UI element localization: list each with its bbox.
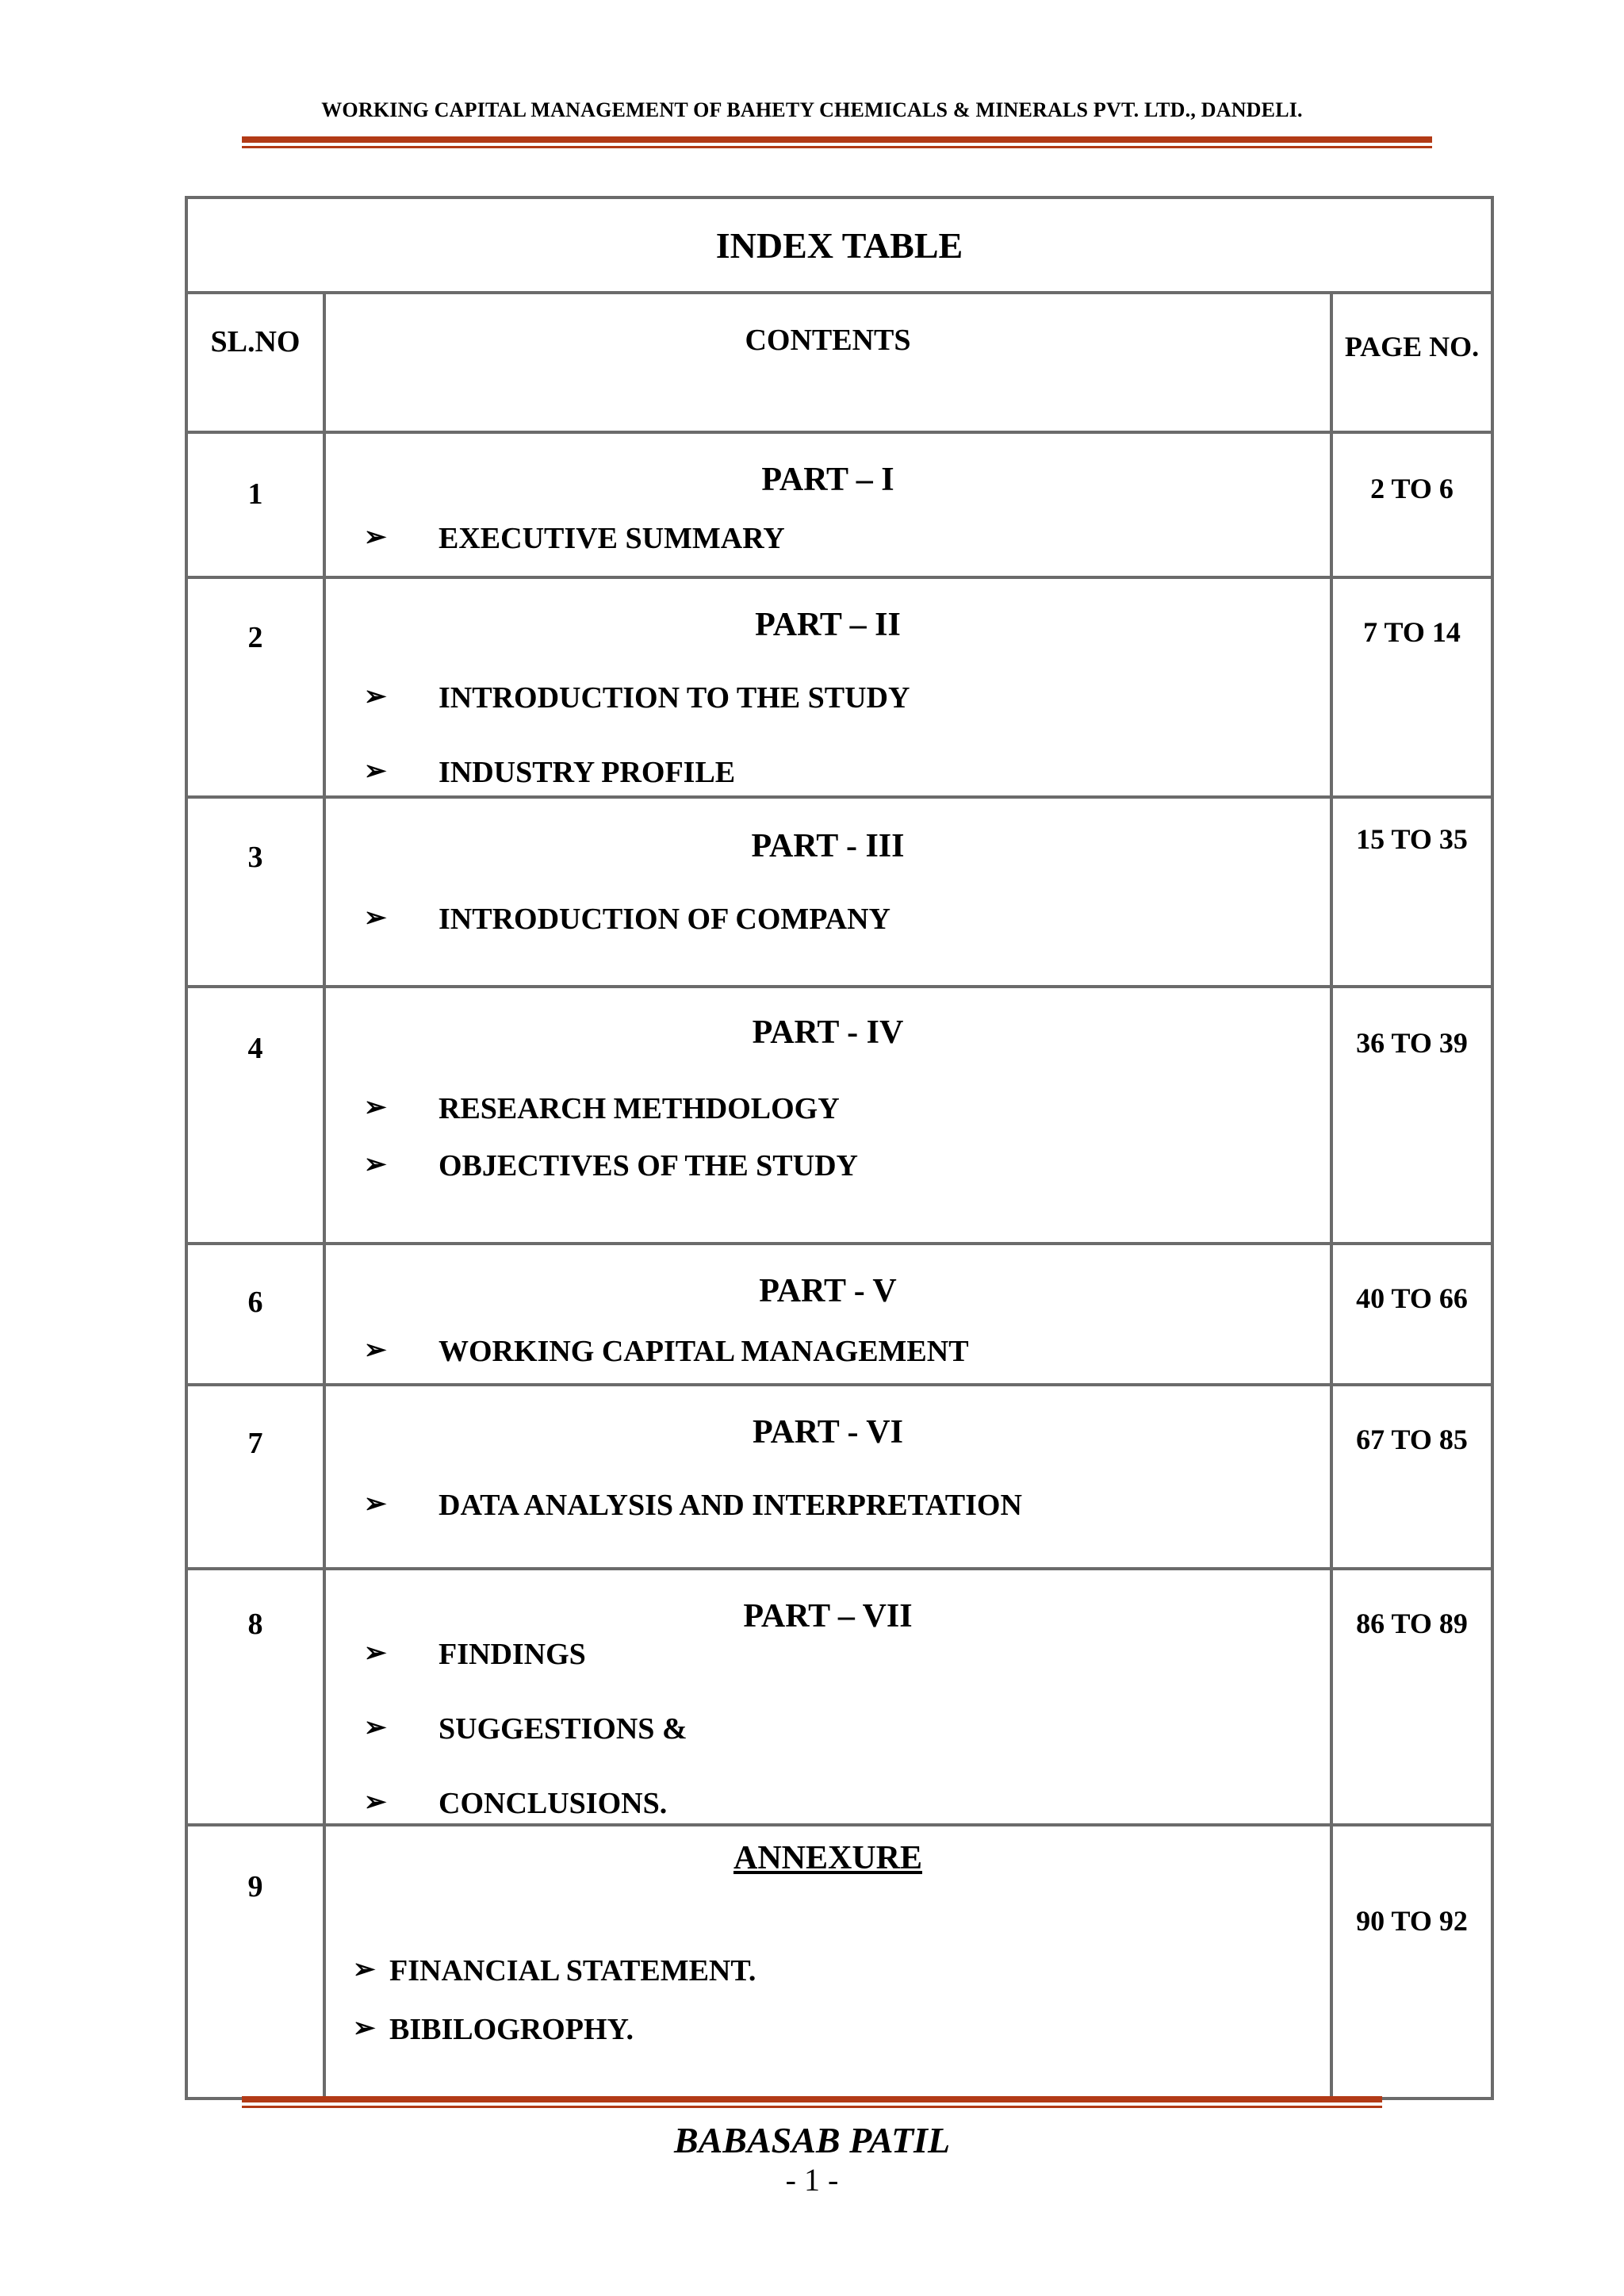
part-heading: PART – II [755,607,901,643]
table-row [186,432,1492,577]
sl-number: 9 [186,1825,324,2099]
table-row [186,987,1492,1244]
arrowhead-bullet-icon: ➢ [353,1955,376,1984]
arrowhead-bullet-icon: ➢ [364,1336,387,1365]
sl-number: 1 [186,432,324,577]
page-range: 90 TO 92 [1331,1825,1492,2099]
sl-number: 4 [186,987,324,1244]
arrowhead-bullet-icon: ➢ [364,1093,387,1122]
list-item: ➢ BIBILOGROPHY. [353,2013,634,2046]
page-range: 2 TO 6 [1331,432,1492,577]
contents-cell [324,987,1331,1244]
header-rule-thin [242,146,1432,148]
page-range: 15 TO 35 [1331,797,1492,987]
contents-cell [324,1569,1331,1825]
page-range: 40 TO 66 [1331,1244,1492,1385]
table-row [186,797,1492,987]
part-heading: PART - VI [753,1414,903,1451]
arrowhead-bullet-icon: ➢ [364,903,387,933]
index-table-title: INDEX TABLE [186,197,1492,293]
annexure-heading: ANNEXURE [733,1840,922,1876]
contents-cell [324,1244,1331,1385]
contents-cell [324,432,1331,577]
arrowhead-bullet-icon: ➢ [353,2014,376,2043]
footer-rule [242,2096,1382,2102]
running-header: WORKING CAPITAL MANAGEMENT OF BAHETY CHEMICALS & MINERALS PVT. LTD., DANDELI. [321,98,1303,121]
list-item: ➢ DATA ANALYSIS AND INTERPRETATION [364,1489,1022,1522]
contents-cell [324,1825,1331,2099]
table-row [186,1244,1492,1385]
table-row [186,1385,1492,1569]
footer-author: BABASAB PATIL [673,2120,951,2160]
page-range: 67 TO 85 [1331,1385,1492,1569]
page-number: - 1 - [785,2162,839,2198]
column-header-page-no: PAGE NO. [1331,293,1492,432]
contents-cell [324,577,1331,797]
part-heading: PART - IV [752,1014,904,1051]
list-item: ➢ WORKING CAPITAL MANAGEMENT [364,1335,969,1368]
footer-rule-thin [242,2106,1382,2108]
contents-cell [324,797,1331,987]
arrowhead-bullet-icon: ➢ [364,1788,387,1817]
sl-number: 2 [186,577,324,797]
list-item: ➢ FINDINGS [364,1638,586,1671]
page-range: 36 TO 39 [1331,987,1492,1244]
sl-number: 7 [186,1385,324,1569]
list-item: ➢ INTRODUCTION OF COMPANY [364,903,891,936]
arrowhead-bullet-icon: ➢ [364,1150,387,1179]
arrowhead-bullet-icon: ➢ [364,757,387,786]
arrowhead-bullet-icon: ➢ [364,1639,387,1668]
list-item: ➢ SUGGESTIONS & [364,1712,688,1746]
contents-cell [324,1385,1331,1569]
table-row [186,1825,1492,2099]
part-heading: PART - III [751,828,905,864]
list-item: ➢ EXECUTIVE SUMMARY [364,522,785,555]
page-range: 86 TO 89 [1331,1569,1492,1825]
part-heading: PART – I [761,462,894,498]
sl-number: 6 [186,1244,324,1385]
arrowhead-bullet-icon: ➢ [364,682,387,711]
list-item: ➢ INTRODUCTION TO THE STUDY [364,681,910,715]
list-item: ➢ CONCLUSIONS. [364,1787,668,1820]
arrowhead-bullet-icon: ➢ [364,1713,387,1742]
table-row [186,1569,1492,1825]
part-heading: PART – VII [743,1598,913,1635]
list-item: ➢ RESEARCH METHDOLOGY [364,1092,840,1125]
arrowhead-bullet-icon: ➢ [364,1489,387,1519]
column-header-sl-no: SL.NO [186,293,324,432]
sl-number: 3 [186,797,324,987]
header-rule [242,136,1432,143]
list-item: ➢ FINANCIAL STATEMENT. [353,1954,756,1987]
index-table [185,196,1494,2100]
sl-number: 8 [186,1569,324,1825]
list-item: ➢ INDUSTRY PROFILE [364,756,736,789]
column-header-contents: CONTENTS [324,293,1331,432]
arrowhead-bullet-icon: ➢ [364,523,387,552]
part-heading: PART - V [759,1273,897,1309]
list-item: ➢ OBJECTIVES OF THE STUDY [364,1149,858,1182]
table-row [186,577,1492,797]
page-range: 7 TO 14 [1331,577,1492,797]
